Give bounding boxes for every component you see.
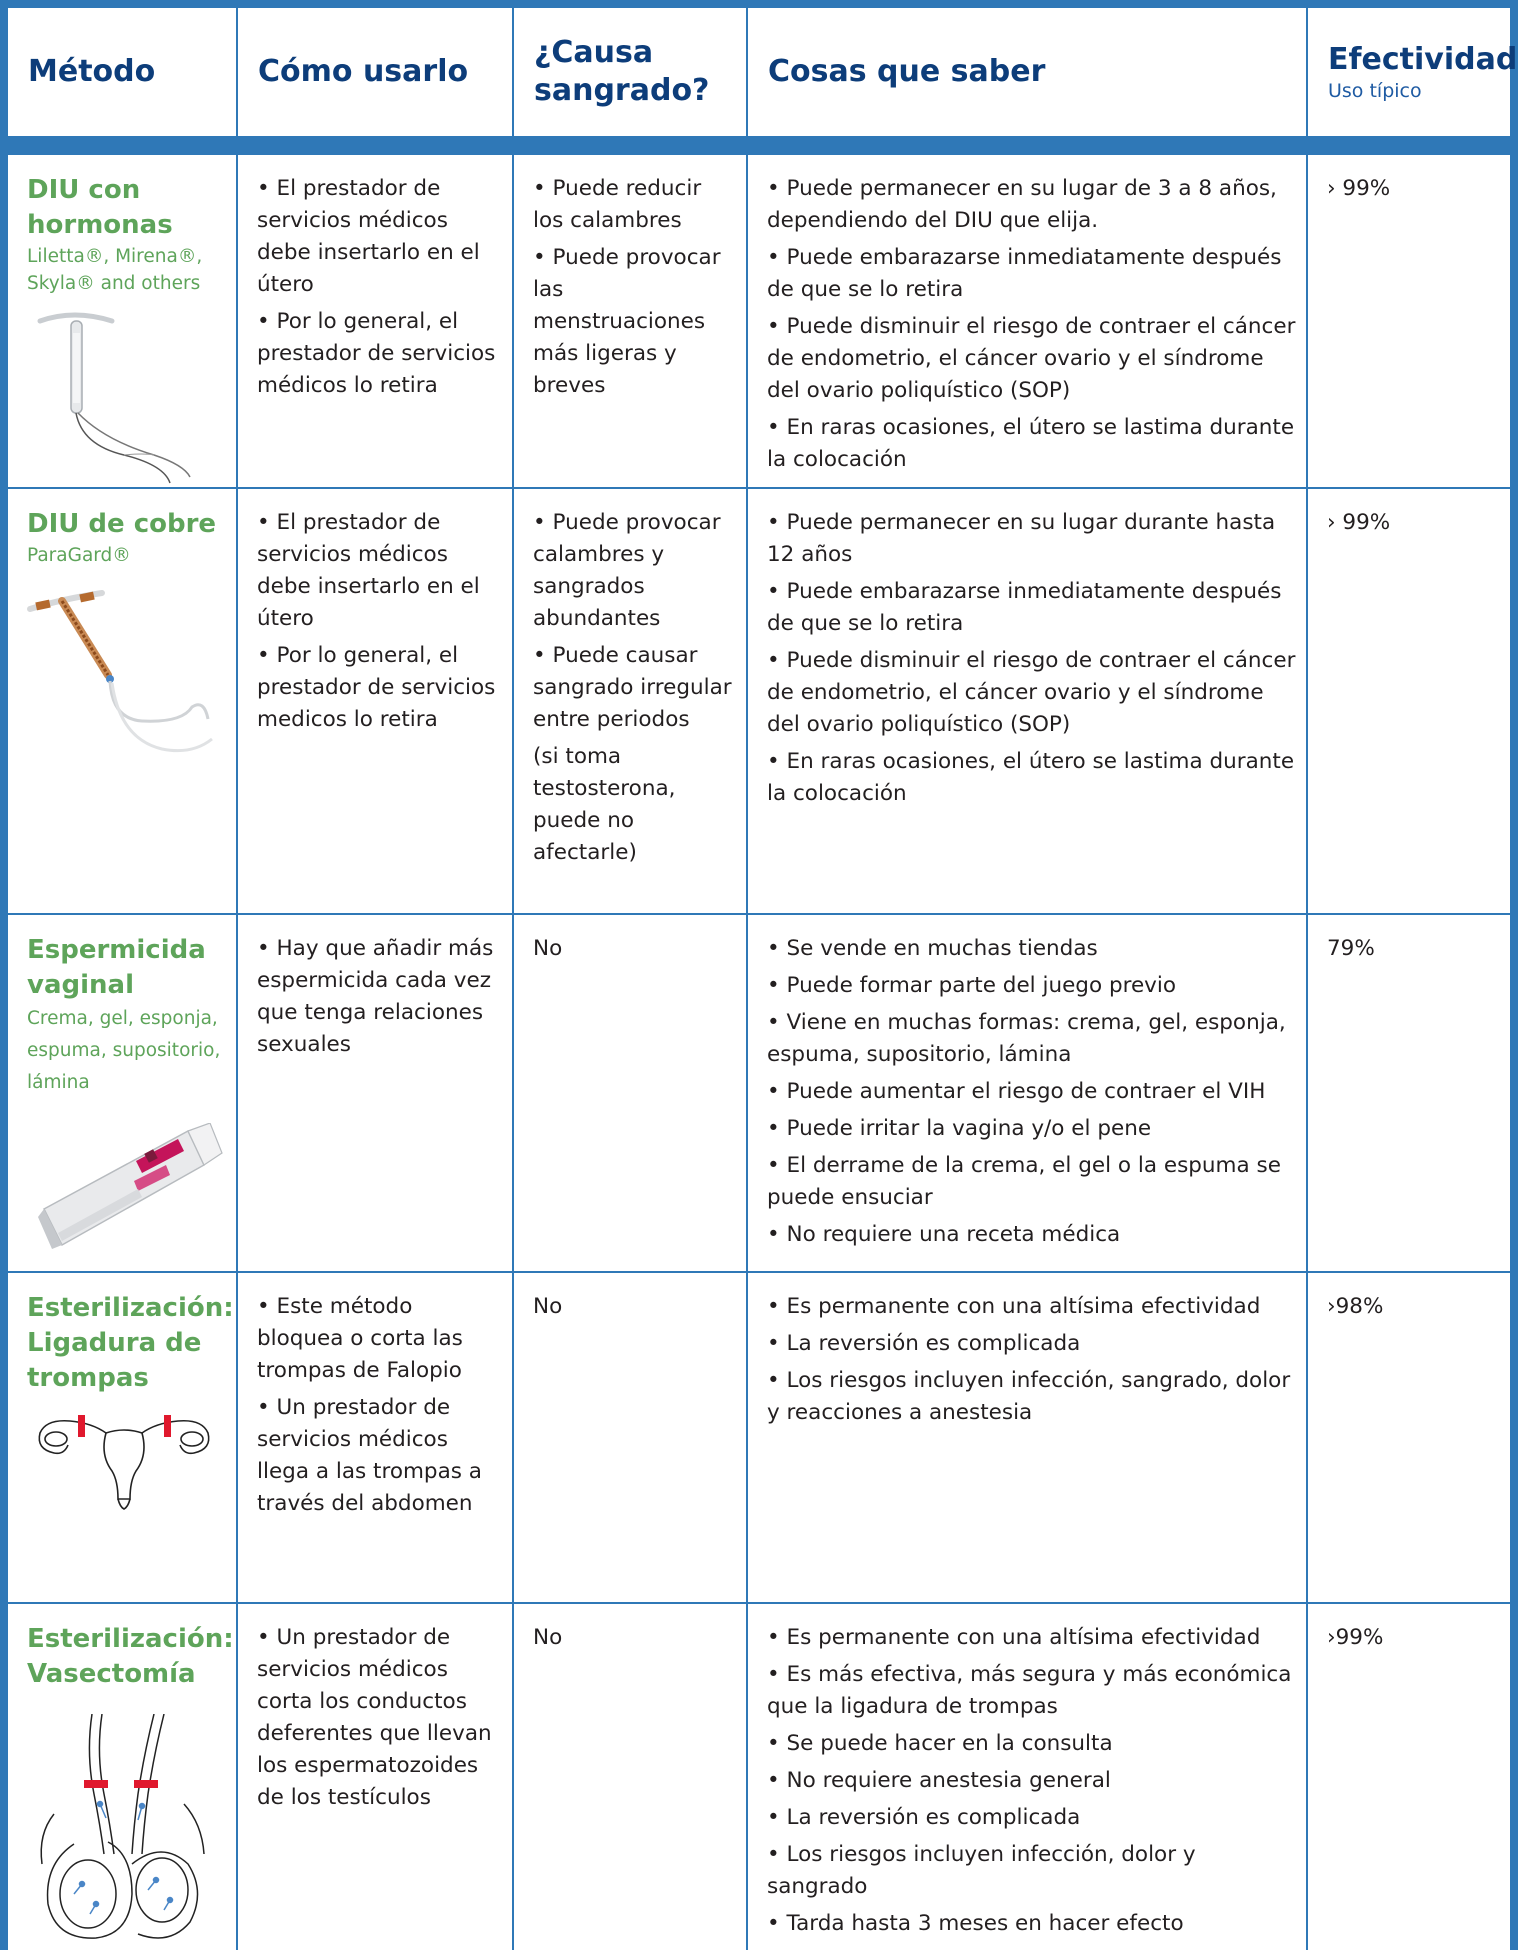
bleeding-item: • Puede provocar calambres y sangrados abundantes	[533, 510, 721, 631]
facts-cell	[748, 915, 1306, 1271]
table-body	[8, 155, 1510, 1950]
effectiveness-cell	[1308, 155, 1510, 487]
how-item: • Por lo general, el prestador de servicios medicos lo retira	[257, 643, 496, 732]
fact-item: • Es permanente con una altísima efectividad	[767, 1294, 1261, 1319]
copper-iud-illustration	[22, 589, 222, 759]
how-to-use-cell	[238, 915, 512, 1271]
table-header	[8, 8, 1518, 136]
fact-item: • Los riesgos incluyen infección, sangrado, dolor y reacciones a anestesia	[767, 1368, 1291, 1425]
header-como-usarlo: Cómo usarlo	[258, 54, 469, 89]
table-row	[8, 915, 1510, 1271]
header-causa-sangrado: ¿Causa sangrado?	[534, 35, 710, 108]
effectiveness-cell	[1308, 489, 1510, 913]
how-to-use-cell	[238, 155, 512, 487]
header-metodo: Método	[28, 54, 156, 89]
fact-item: • No requiere anestesia general	[767, 1768, 1111, 1793]
method-name: DIU de cobre	[27, 509, 217, 539]
vasectomy-illustration	[34, 1714, 214, 1946]
method-name: Espermicida vaginal	[27, 935, 206, 1000]
fact-item: • Es permanente con una altísima efectividad	[767, 1625, 1261, 1650]
how-to-use-cell	[238, 1273, 512, 1602]
how-item: • Un prestador de servicios médicos llega a las trompas a través del abdomen	[257, 1395, 482, 1516]
method-brands: Crema, gel, esponja, espuma, supositorio, lámina	[27, 1008, 221, 1093]
method-brands: Liletta®, Mirena®, Skyla® and others	[27, 246, 203, 294]
effectiveness-cell	[1308, 1273, 1510, 1602]
bleeding-item: (si toma testosterona, puede no afectarle)	[533, 744, 676, 865]
facts-cell	[748, 155, 1306, 487]
bleeding-item: No	[533, 936, 563, 961]
bleeding-cell	[514, 155, 746, 487]
effectiveness-value: › 99%	[1327, 176, 1391, 201]
fact-item: • Puede permanecer en su lugar de 3 a 8 años, dependiendo del DIU que elija.	[767, 176, 1277, 233]
bleeding-cell	[514, 915, 746, 1271]
tubal-ligation-illustration	[34, 1403, 214, 1513]
bleeding-item: • Puede reducir los calambres	[533, 176, 702, 233]
how-item: • El prestador de servicios médicos debe insertarlo en el útero	[257, 510, 480, 631]
effectiveness-cell	[1308, 915, 1510, 1271]
method-brands: ParaGard®	[27, 545, 131, 566]
bleeding-item: No	[533, 1625, 563, 1650]
how-item: • Hay que añadir más espermicida cada vez que tenga relaciones sexuales	[257, 936, 494, 1057]
how-to-use-cell	[238, 489, 512, 913]
effectiveness-value: › 99%	[1327, 510, 1391, 535]
effectiveness-value: ›99%	[1327, 1625, 1384, 1650]
method-name: Esterilización: Ligadura de trompas	[27, 1293, 234, 1393]
how-item: • Este método bloquea o corta las trompas de Falopio	[257, 1294, 463, 1383]
facts-cell	[748, 1604, 1306, 1950]
fact-item: • El derrame de la crema, el gel o la espuma se puede ensuciar	[767, 1153, 1281, 1210]
fact-item: • La reversión es complicada	[767, 1331, 1081, 1356]
table-row	[8, 155, 1510, 487]
table-row	[8, 1604, 1510, 1950]
fact-item: • En raras ocasiones, el útero se lastima durante la colocación	[767, 749, 1295, 806]
header-efectividad-subtitle: Uso típico	[1328, 80, 1422, 102]
fact-item: • Se vende en muchas tiendas	[767, 936, 1098, 961]
fact-item: • Puede aumentar el riesgo de contraer el VIH	[767, 1079, 1266, 1104]
fact-item: • Se puede hacer en la consulta	[767, 1731, 1113, 1756]
table-row	[8, 1273, 1510, 1602]
table-row	[8, 489, 1510, 913]
effectiveness-value: 79%	[1327, 936, 1375, 961]
fact-item: • Puede disminuir el riesgo de contraer el cáncer de endometrio, el cáncer ovario y el síndrome del ovario poliquístico (SOP)	[767, 314, 1296, 403]
effectiveness-value: ›98%	[1327, 1294, 1384, 1319]
fact-item: • La reversión es complicada	[767, 1805, 1081, 1830]
effectiveness-cell	[1308, 1604, 1510, 1950]
header-cosas-que-saber: Cosas que saber	[768, 54, 1046, 89]
bleeding-cell	[514, 1604, 746, 1950]
fact-item: • Puede embarazarse inmediatamente después de que se lo retira	[767, 245, 1282, 302]
fact-item: • Viene en muchas formas: crema, gel, esponja, espuma, supositorio, lámina	[767, 1010, 1286, 1067]
how-to-use-cell	[238, 1604, 512, 1950]
fact-item: • Puede formar parte del juego previo	[767, 973, 1177, 998]
fact-item: • Puede disminuir el riesgo de contraer el cáncer de endometrio, el cáncer ovario y el síndrome del ovario poliquístico (SOP)	[767, 648, 1296, 737]
how-item: • Por lo general, el prestador de servicios médicos lo retira	[257, 309, 496, 398]
bleeding-item: • Puede provocar las menstruaciones más ligeras y breves	[533, 245, 721, 398]
fact-item: • Puede embarazarse inmediatamente después de que se lo retira	[767, 579, 1282, 636]
facts-cell	[748, 489, 1306, 913]
fact-item: • Puede permanecer en su lugar durante hasta 12 años	[767, 510, 1276, 567]
fact-item: • Tarda hasta 3 meses en hacer efecto	[767, 1911, 1184, 1936]
header-efectividad-title: Efectividad	[1328, 42, 1518, 77]
spermicide-tube-illustration	[38, 1123, 224, 1263]
bleeding-cell	[514, 1273, 746, 1602]
fact-item: • En raras ocasiones, el útero se lastima durante la colocación	[767, 415, 1295, 472]
method-name: Esterilización: Vasectomía	[27, 1624, 234, 1689]
facts-cell	[748, 1273, 1306, 1602]
bleeding-item: • Puede causar sangrado irregular entre periodos	[533, 643, 732, 732]
how-item: • El prestador de servicios médicos debe insertarlo en el útero	[257, 176, 480, 297]
fact-item: • No requiere una receta médica	[767, 1222, 1121, 1247]
fact-item: • Los riesgos incluyen infección, dolor y sangrado	[767, 1842, 1196, 1899]
header-efectividad	[1308, 8, 1518, 136]
fact-item: • Puede irritar la vagina y/o el pene	[767, 1116, 1152, 1141]
fact-item: • Es más efectiva, más segura y más económica que la ligadura de trompas	[767, 1662, 1292, 1719]
bleeding-item: No	[533, 1294, 563, 1319]
how-item: • Un prestador de servicios médicos corta los conductos deferentes que llevan los espermatozoides de los testículos	[257, 1625, 492, 1810]
bleeding-cell	[514, 489, 746, 913]
method-name: DIU con hormonas	[27, 175, 173, 240]
hormonal-iud-illustration	[34, 305, 214, 485]
